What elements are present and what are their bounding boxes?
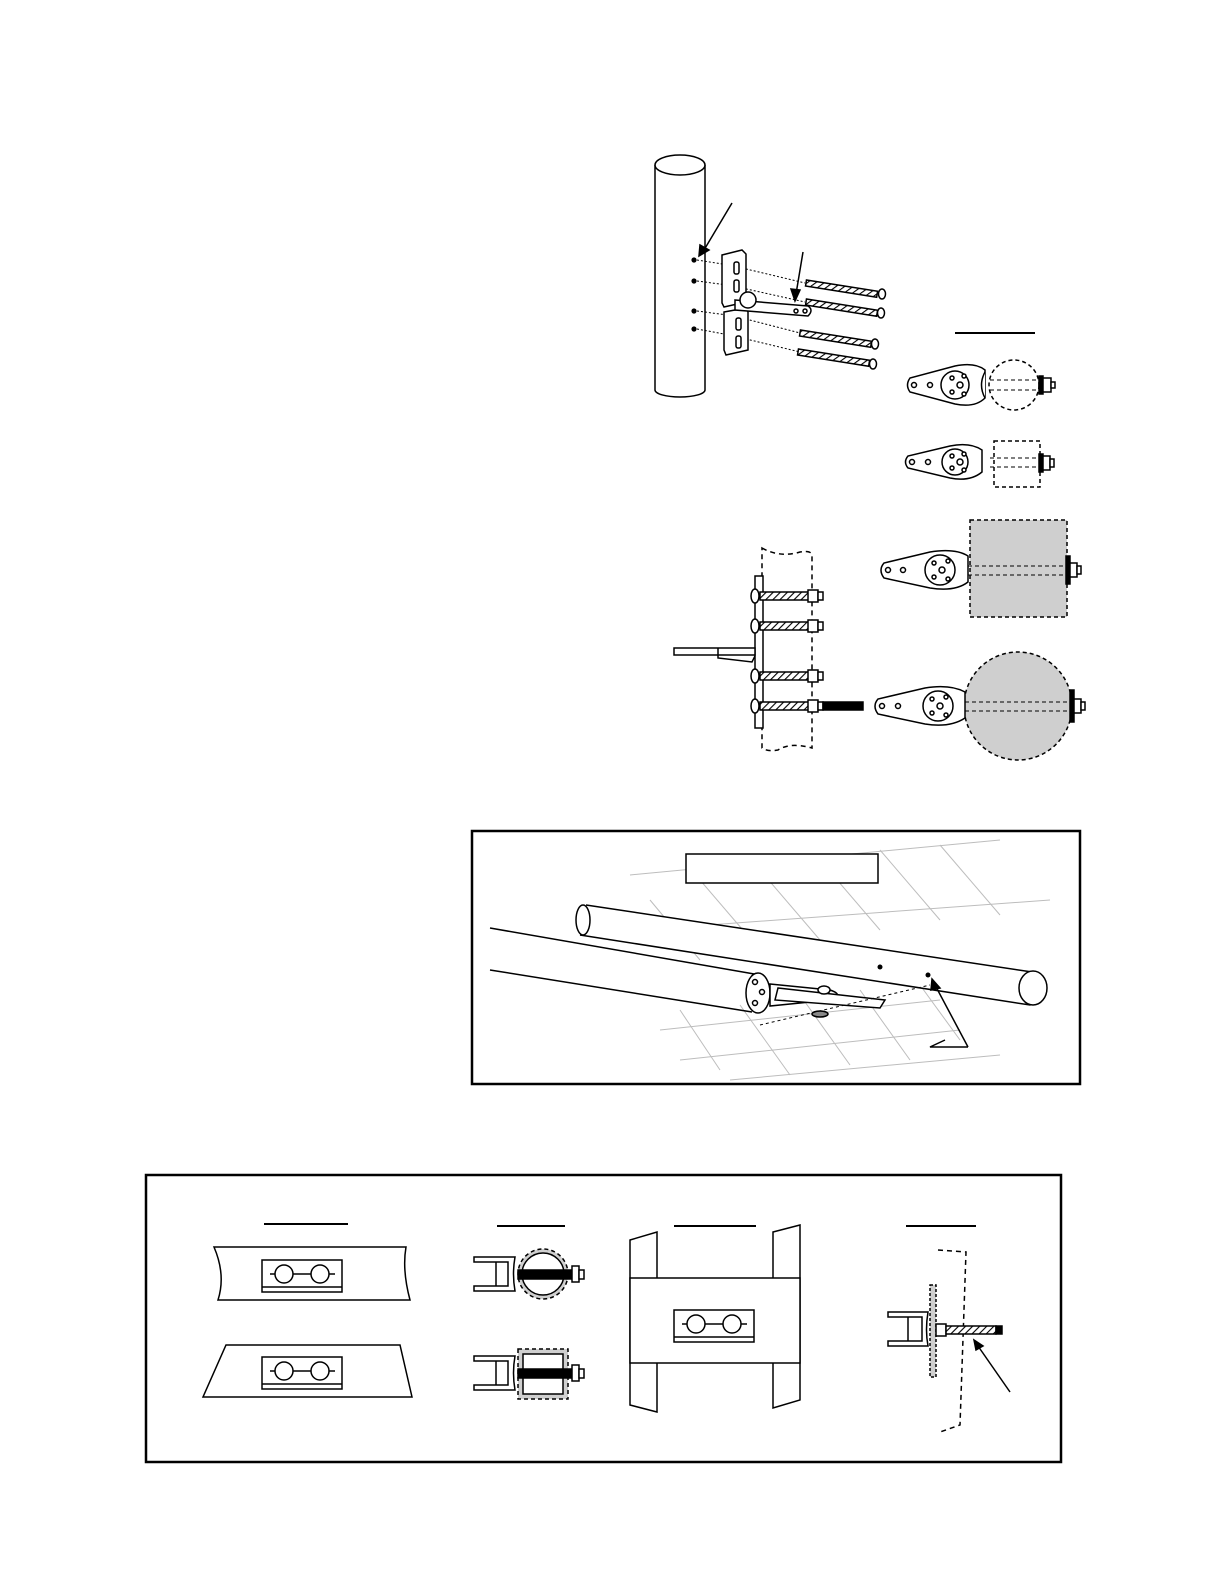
detail-square-post-large <box>881 520 1081 617</box>
option-flat-rail <box>214 1247 410 1300</box>
detail-square-post-small <box>906 441 1055 487</box>
dashed-post-outline <box>762 548 812 751</box>
mounting-bracket <box>722 250 811 355</box>
mounting-options-figure <box>146 1175 1061 1462</box>
bracket-details-figure <box>875 333 1085 760</box>
wall-mount-caption-box <box>686 854 878 883</box>
post-mount-figure <box>655 155 886 397</box>
extension-arm <box>674 648 755 655</box>
side-mount-figure <box>674 548 863 751</box>
wall-mount-figure <box>472 831 1080 1084</box>
bracket-leader-arrow <box>791 252 803 301</box>
side-mount-bolts <box>751 589 863 713</box>
detail-round-post-large <box>875 652 1085 760</box>
lag-screws <box>798 280 886 369</box>
option-angled-rail <box>203 1345 412 1397</box>
detail-round-post-small <box>908 360 1056 410</box>
post <box>655 155 705 397</box>
